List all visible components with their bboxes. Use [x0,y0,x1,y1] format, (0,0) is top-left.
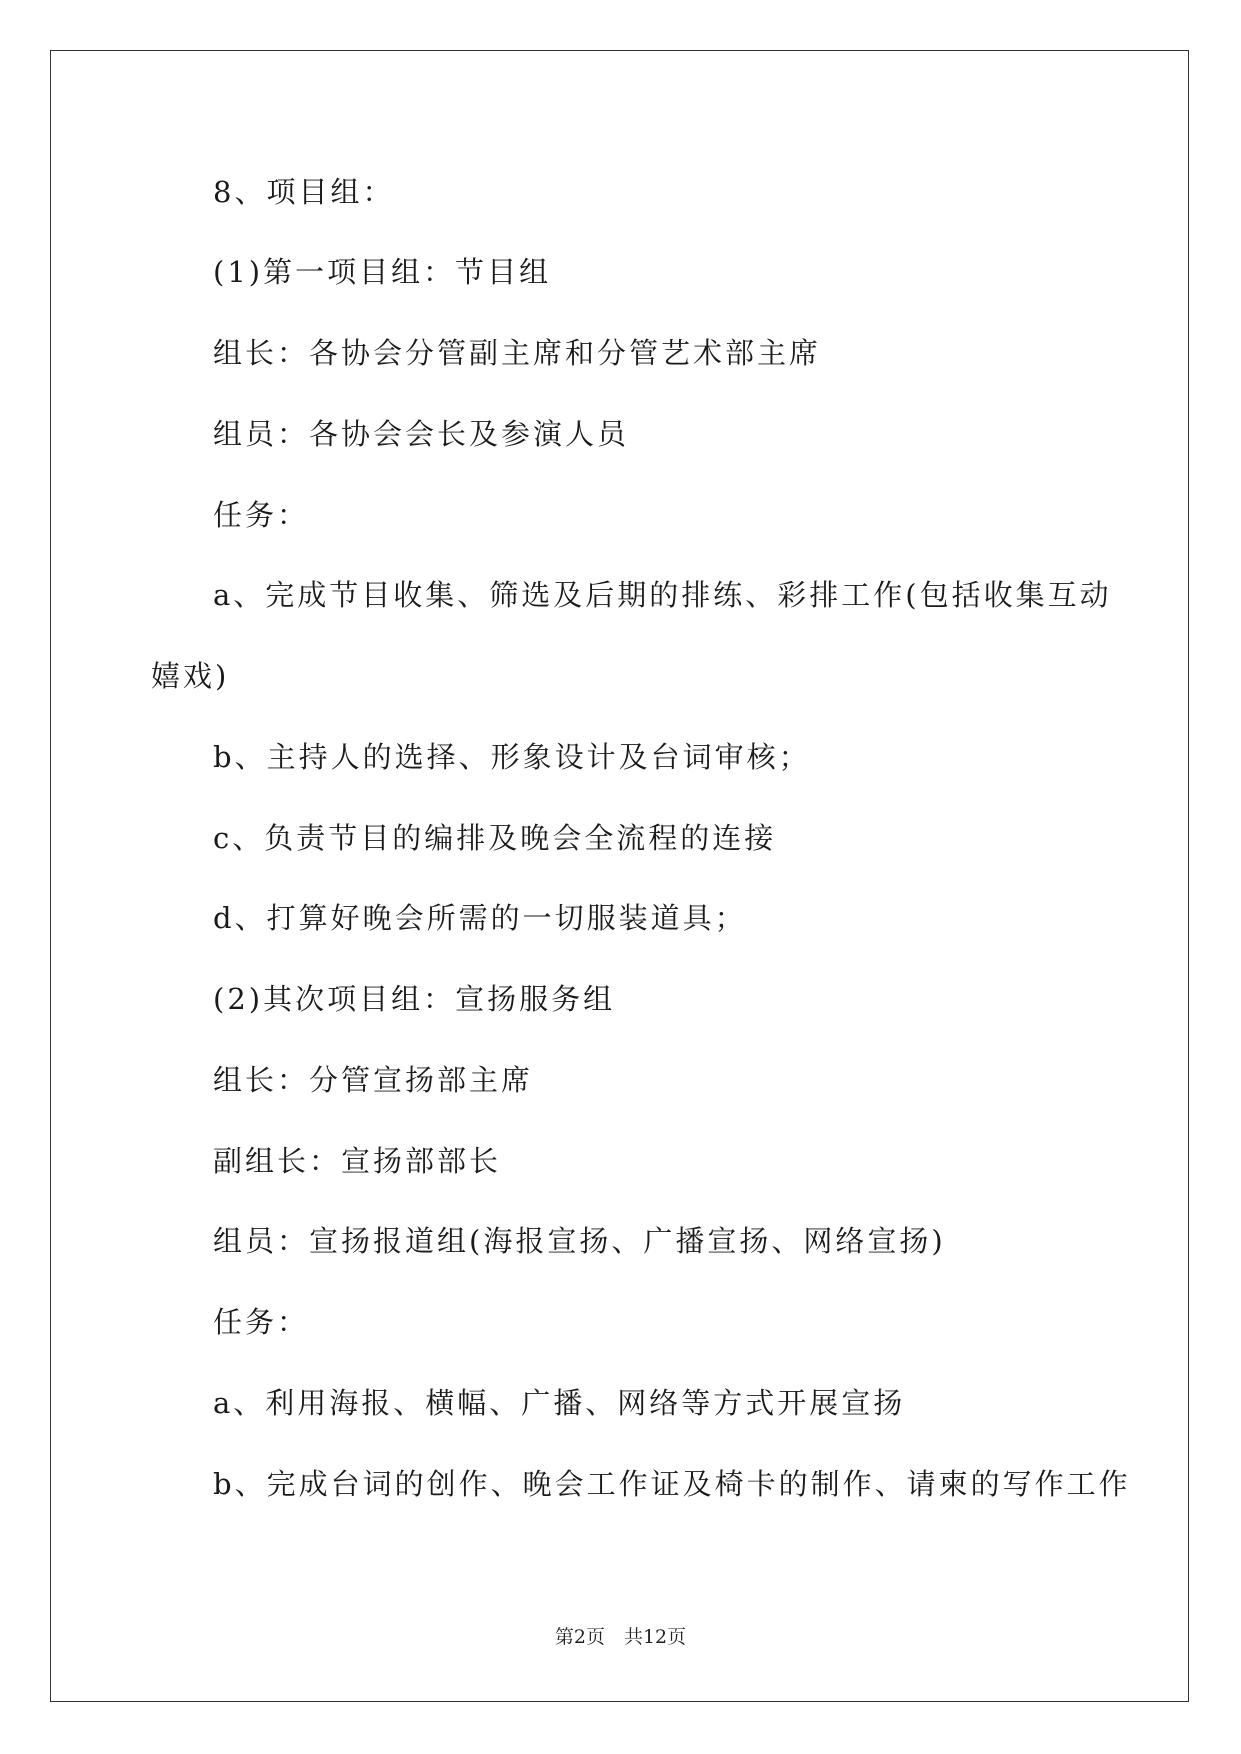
text-line: c、负责节目的编排及晚会全流程的连接 [213,821,777,855]
text-line: 副组长：宣扬部部长 [213,1144,502,1178]
text-line: (1)第一项目组：节目组 [213,255,552,289]
text-line: d、打算好晚会所需的一切服装道具； [213,901,747,935]
text-line: 组员：各协会会长及参演人员 [213,417,630,451]
page-border [50,50,1189,1702]
text-line: 组员：宣扬报道组(海报宣扬、广播宣扬、网络宣扬) [213,1224,946,1258]
text-line: a、利用海报、横幅、广播、网络等方式开展宣扬 [213,1386,906,1420]
text-line: 组长：各协会分管副主席和分管艺术部主席 [213,336,822,370]
text-line: a、完成节目收集、筛选及后期的排练、彩排工作(包括收集互动 [213,578,1112,612]
text-line: 组长：分管宣扬部主席 [213,1063,534,1097]
text-line: 8、项目组： [213,175,395,209]
page-number-label: 第2页 共12页 [554,1626,687,1648]
page-footer [0,1624,1241,1650]
text-line: (2)其次项目组：宣扬服务组 [213,982,616,1016]
text-line: b、主持人的选择、形象设计及台词审核； [213,740,811,774]
text-line: 任务： [213,498,310,532]
text-line: 嬉戏) [151,659,230,693]
text-line: b、完成台词的创作、晚会工作证及椅卡的制作、请柬的写作工作 [213,1467,1131,1501]
text-line: 任务： [213,1305,310,1339]
